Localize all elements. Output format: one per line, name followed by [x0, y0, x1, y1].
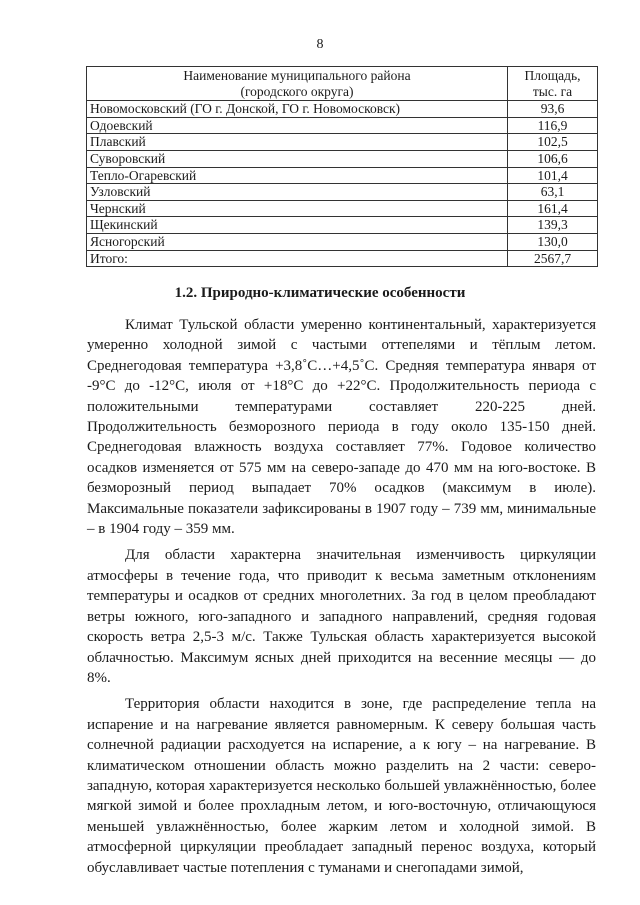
district-area: 101,4 [508, 167, 598, 184]
column-header-name [87, 67, 508, 101]
district-area: 116,9 [508, 117, 598, 134]
paragraph-circulation: Для области характерна значительная изменчивость циркуляции атмосферы в течение года, что приводит к весьма заметным отклонениям температуры и осадков от средних многолетних. За год в целом преобладают ветры южного, юго-западного и западного направлений, средняя годовая скорость ветра 2,5-3 м/с. Также Тульская область характеризуется высокой облачностью. Максимум ясных дней приходится на весенние месяцы — до 8%. [87, 547, 596, 686]
table-row [87, 150, 598, 167]
district-name: Тепло-Огаревский [87, 167, 508, 184]
total-area: 2567,7 [508, 250, 598, 267]
district-area: 130,0 [508, 233, 598, 250]
table-row [87, 217, 598, 234]
district-name: Плавский [87, 134, 508, 151]
district-name: Чернский [87, 200, 508, 217]
district-name: Суворовский [87, 150, 508, 167]
table-row [87, 200, 598, 217]
paragraph-climate: Климат Тульской области умеренно континентальный, характеризуется умеренно холодной зимой с частыми оттепелями и тёплым летом. Среднегодовая температура +3,8˚С…+4,5˚С. Средняя температура января от -9°С до -12°С, июля от +18°С до +22°С. Продолжительность периода с положительными температурами составляет 220-225 дней. Продолжительность безморозного периода в году около 135-150 дней. Среднегодовая влажность воздуха составляет 77%. Годовое количество осадков изменяется от 575 мм на северо-западе до 470 мм на юго-востоке. В безморозный период выпадает 70% осадков (максимум в июле). Максимальные показатели зафиксированы в 1907 году – 739 мм, минимальные – в 1904 году – 359 мм. [87, 317, 596, 538]
district-name: Ясногорский [87, 233, 508, 250]
column-header-area [508, 67, 598, 101]
column-header-area-line1: Площадь, [524, 68, 581, 83]
page-number: 8 [316, 37, 324, 52]
district-area: 93,6 [508, 101, 598, 118]
district-area: 106,6 [508, 150, 598, 167]
section-body [87, 315, 596, 884]
table-header-row [87, 67, 598, 101]
district-area: 139,3 [508, 217, 598, 234]
district-area: 102,5 [508, 134, 598, 151]
table-row [87, 167, 598, 184]
table-row [87, 184, 598, 201]
district-area: 161,4 [508, 200, 598, 217]
column-header-name-line1: Наименование муниципального района [183, 68, 411, 83]
district-name: Щекинский [87, 217, 508, 234]
table-row [87, 101, 598, 118]
column-header-name-line2: (городского округа) [240, 83, 354, 99]
table-row [87, 134, 598, 151]
paragraph-territory: Территория области находится в зоне, где распределение тепла на испарение и на нагревание является равномерным. К северу большая часть солнечной радиации расходуется на испарение, а к югу – на нагревание. В климатическом отношении область можно разделить на 2 части: северо-западную, которая характеризуется несколько большей увлажнённостью, более мягкой зимой и более прохладным летом, и юго-восточную, отличающуюся меньшей увлажнённостью, более жарким летом и холодной зимой. В атмосферной циркуляции преобладает западный перенос воздуха, который обуславливает частые потепления с туманами и снегопадами зимой, [87, 696, 596, 876]
district-name: Одоевский [87, 117, 508, 134]
district-area: 63,1 [508, 184, 598, 201]
district-name: Новомосковский (ГО г. Донской, ГО г. Новомосковск) [87, 101, 508, 118]
municipal-areas-table [86, 66, 598, 267]
column-header-area-line2: тыс. га [532, 83, 573, 99]
table-total-row [87, 250, 598, 267]
table-row [87, 117, 598, 134]
district-name: Узловский [87, 184, 508, 201]
total-label: Итого: [87, 250, 508, 267]
table-row [87, 233, 598, 250]
section-title: 1.2. Природно-климатические особенности [174, 285, 466, 301]
